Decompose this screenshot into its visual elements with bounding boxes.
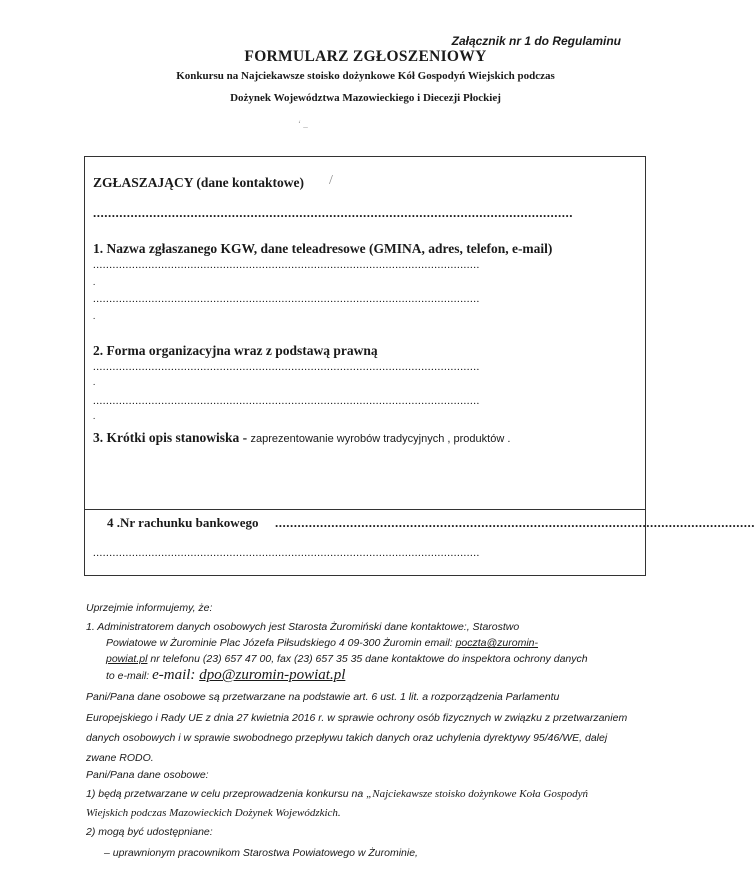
contest-name-quote: „Najciekawsze stoisko dożynkowe Koła Gospodyń xyxy=(366,788,588,800)
form-subtitle-1: Konkursu na Najciekawsze stoisko dożynkowe Kół Gospodyń Wiejskich podczas xyxy=(176,70,555,82)
applicant-dotline[interactable]: ................................................................................................................................ xyxy=(93,205,573,220)
admin-email-link[interactable]: poczta@zuromin- xyxy=(455,637,539,649)
notice-p2-line2: Europejskiego i Rady UE z dnia 27 kwietnia 2016 r. w sprawie ochrony osób fizycznych w związku z przetwarzaniem xyxy=(86,712,628,724)
notice-p4-prefix: 1) będą przetwarzane w celu przeprowadzenia konkursu na xyxy=(86,788,367,800)
notice-p1-line1: 1. Administratorem danych osobowych jest Starosta Żuromiński dane kontaktowe:, Starostwo xyxy=(86,621,520,633)
applicant-mark: / xyxy=(329,173,333,188)
section-3 xyxy=(93,429,510,447)
notice-p3: Pani/Pana dane osobowe: xyxy=(86,769,209,781)
notice-p1-line3 xyxy=(106,653,588,665)
section-3-text: zaprezentowanie wyrobów tradycyjnych , produktów . xyxy=(250,433,511,445)
notice-p1-line2 xyxy=(106,637,538,649)
section-1-dot-2: . xyxy=(93,311,96,321)
section-1-dotline-1[interactable]: ....................................................................................................................... xyxy=(93,259,480,271)
section-2-dot-2: . xyxy=(93,411,96,421)
applicant-label: ZGŁASZAJĄCY (dane kontaktowe) xyxy=(93,175,305,190)
notice-p4-line2: Wiejskich podczas Mazowieckich Dożynek Wojewódzkich. xyxy=(86,807,341,819)
notice-p2-line3: danych osobowych i w sprawie swobodnego przepływu takich danych oraz uchylenia dyrektywy 95/46/WE, dalej xyxy=(86,732,608,744)
dpo-email-link[interactable]: dpo@zuromin-powiat.pl xyxy=(199,667,346,683)
section-4-label: 4 .Nr rachunku bankowego xyxy=(107,515,259,530)
scan-mark: ‘ _ xyxy=(298,119,308,129)
section-2-label: 2. Forma organizacyjna wraz z podstawą prawną xyxy=(93,343,378,358)
section-divider xyxy=(85,509,645,510)
notice-p2-line1: Pani/Pana dane osobowe są przetwarzane na podstawie art. 6 ust. 1 lit. a rozporządzenia Parlamentu xyxy=(86,691,560,703)
notice-p4-line1 xyxy=(86,788,588,800)
notice-p2-line4: zwane RODO. xyxy=(86,752,154,764)
notice-p5: 2) mogą być udostępniane: xyxy=(86,826,213,838)
section-1-dot: . xyxy=(93,277,96,287)
notice-p6: – uprawnionym pracownikom Starostwa Powiatowego w Żurominie, xyxy=(104,847,418,859)
notice-p1-line3-text: nr telefonu (23) 657 47 00, fax (23) 657 35 35 dane kontaktowe do inspektora ochrony danych xyxy=(147,653,588,665)
form-title: FORMULARZ ZGŁOSZENIOWY xyxy=(244,48,487,65)
notice-intro: Uprzejmie informujemy, że: xyxy=(86,602,213,614)
section-1-label: 1. Nazwa zgłaszanego KGW, dane teleadresowe (GMINA, adres, telefon, e-mail) xyxy=(93,241,553,256)
notice-p1-line4 xyxy=(106,667,345,684)
section-2-dot: . xyxy=(93,377,96,387)
admin-email-link-cont[interactable]: powiat.pl xyxy=(106,653,148,665)
section-2-dotline-2[interactable]: ....................................................................................................................... xyxy=(93,395,480,407)
section-4-dotline-2[interactable]: ....................................................................................................................... xyxy=(93,547,480,559)
notice-p1-line4-prefix: to e-mail: xyxy=(106,670,153,682)
application-form-box xyxy=(84,156,755,576)
annex-label: Załącznik nr 1 do Regulaminu xyxy=(451,34,621,48)
section-4-dotline-1[interactable]: ................................................................................................................................ xyxy=(275,515,755,530)
notice-p1-line2-text: Powiatowe w Żurominie Plac Józefa Piłsudskiego 4 09-300 Żuromin email: xyxy=(106,637,456,649)
dpo-email-label: e-mail: xyxy=(152,667,200,683)
section-2-dotline-1[interactable]: ....................................................................................................................... xyxy=(93,361,480,373)
section-1-dotline-2[interactable]: ....................................................................................................................... xyxy=(93,293,480,305)
form-subtitle-2: Dożynek Województwa Mazowieckiego i Diecezji Płockiej xyxy=(230,92,501,104)
section-3-label: 3. Krótki opis stanowiska - xyxy=(93,430,251,445)
